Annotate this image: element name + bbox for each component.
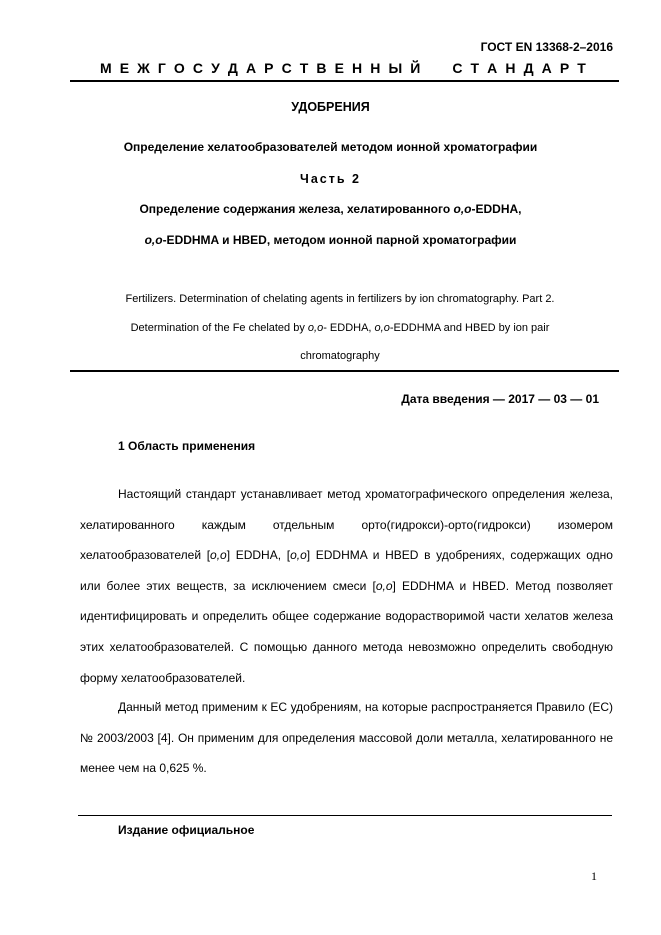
english-title-line-1: Fertilizers. Determination of chelating agents in fertilizers by ion chromatography. Part 2. <box>125 293 555 305</box>
interstate-letter: Ж <box>137 60 150 76</box>
interstate-letter: Т <box>577 60 586 76</box>
interstate-label-text <box>100 60 586 76</box>
interstate-letter: Г <box>157 60 166 76</box>
interstate-letter: М <box>100 60 112 76</box>
part-title-line-1: Определение содержания железа, хелатированного о,о-EDDHA, <box>139 202 522 216</box>
interstate-letter: Е <box>119 60 130 76</box>
interstate-letter: Н <box>370 60 381 76</box>
interstate-letter: С <box>452 60 463 76</box>
interstate-letter: С <box>281 60 292 76</box>
interstate-letter: А <box>487 60 498 76</box>
interstate-letter: Н <box>505 60 516 76</box>
part-title-line-2: о,о-EDDHMA и HBED, методом ионной парной хроматографии <box>144 233 517 247</box>
document-title: УДОБРЕНИЯ <box>291 100 370 114</box>
interstate-letter <box>428 60 432 76</box>
interstate-letter: У <box>211 60 220 76</box>
part-number: Часть 2 <box>300 172 361 186</box>
interstate-letter <box>440 60 444 76</box>
interstate-letter: С <box>192 60 204 76</box>
page-number: 1 <box>591 869 597 883</box>
english-title-line-2: Determination of the Fe chelated by o,o- EDDHA, o,o-EDDHMA and HBED by ion pair <box>130 322 550 334</box>
introduction-date: Дата введения — 2017 — 03 — 01 <box>401 392 599 406</box>
footer-rule <box>78 815 612 816</box>
section-heading: 1 Область применения <box>118 439 256 453</box>
interstate-letter: Р <box>264 60 274 76</box>
standard-number: ГОСТ EN 13368-2–2016 <box>480 40 613 54</box>
interstate-letter: Д <box>523 60 534 76</box>
english-title-line-3: chromatography <box>300 350 380 362</box>
middle-rule <box>70 370 619 372</box>
interstate-letter: В <box>316 60 327 76</box>
top-rule <box>70 80 619 82</box>
interstate-letter: Т <box>299 60 309 76</box>
interstate-standard-label <box>100 60 586 76</box>
interstate-letter: А <box>245 60 257 76</box>
interstate-letter: А <box>541 60 552 76</box>
interstate-letter: Т <box>470 60 480 76</box>
scope-paragraph-2: Данный метод применим к ЕС удобрениям, на которые распространяется Правило (ЕС) № 2003/2003 [4]. Он применим для определения массовой доли металла, хелатированного не менее чем на 0,625 %. <box>80 700 613 776</box>
interstate-letter: Н <box>352 60 363 76</box>
interstate-letter: О <box>173 60 185 76</box>
interstate-letter: Й <box>410 60 421 76</box>
interstate-letter: Е <box>334 60 344 76</box>
document-subtitle: Определение хелатообразователей методом ионной хроматографии <box>123 140 538 154</box>
scope-paragraph-1: Настоящий стандарт устанавливает метод хроматографического определения железа, хелатированного каждым отдельным орто(гидрокси)-орто(гидрокси) изомером хелатообразователей [о,о] EDDHA, [о,о] EDDHMA и HBED в удобрениях, содержащих одно или более этих веществ, за исключением смеси [о,о] EDDHMA и HBED. Метод позволяет идентифицировать и определить общее содержание водорастворимой части хелатов железа этих хелатообразователей. С помощью данного метода невозможно определить свободную форму хелатообразователей. <box>80 487 613 685</box>
interstate-letter: Д <box>227 60 238 76</box>
interstate-letter: Ы <box>388 60 403 76</box>
interstate-letter: Р <box>559 60 570 76</box>
official-edition-label: Издание официальное <box>118 823 255 837</box>
